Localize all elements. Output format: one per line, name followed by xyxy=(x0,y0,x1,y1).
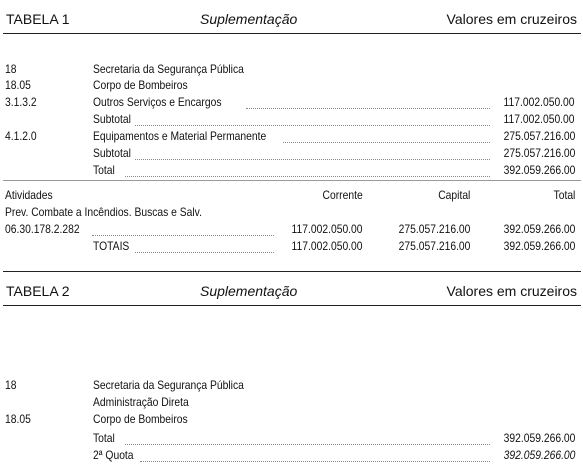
table1-label: TABELA 1 xyxy=(6,11,70,27)
activity-description: Prev. Combate a Incêndios. Buscas e Salv. xyxy=(5,205,202,219)
dot-leader xyxy=(125,443,490,445)
activity-current: 117.002.050.00 xyxy=(292,222,363,236)
col-current-header: Corrente xyxy=(322,188,363,202)
dot-leader xyxy=(135,251,274,253)
activity-code: 06.30.178.2.282 xyxy=(5,222,80,236)
dot-leader xyxy=(283,141,490,143)
row-value: 275.057.216.00 xyxy=(503,129,575,143)
table2-subtitle: Suplementação xyxy=(200,283,298,299)
dot-leader xyxy=(140,460,490,462)
row-value: 117.002.050.00 xyxy=(504,112,575,126)
row-desc: Subtotal xyxy=(93,146,131,160)
row-value: 117.002.050.00 xyxy=(504,95,575,109)
row-desc: Subtotal xyxy=(93,112,131,126)
table2-currency: Valores em cruzeiros xyxy=(446,283,577,299)
row-code: 18 xyxy=(5,62,17,76)
totals-current: 117.002.050.00 xyxy=(292,239,363,253)
table2-label: TABELA 2 xyxy=(6,283,70,299)
row-desc: Secretaria da Segurança Pública xyxy=(93,62,244,76)
row-code: 18.05 xyxy=(5,412,31,426)
dot-leader xyxy=(92,234,274,236)
activity-total: 392.059.266.00 xyxy=(503,222,575,236)
row-value: 392.059.266.00 xyxy=(503,163,575,177)
dot-leader xyxy=(135,158,490,160)
row-desc: 2ª Quota xyxy=(93,448,134,462)
dot-leader xyxy=(135,124,490,126)
row-value: 275.057.216.00 xyxy=(503,146,575,160)
row-code: 18.05 xyxy=(5,78,31,92)
totals-label: TOTAIS xyxy=(93,239,130,253)
table1-currency: Valores em cruzeiros xyxy=(446,11,577,27)
row-value: 392.059.266.00 xyxy=(503,448,575,462)
table1-subtitle: Suplementação xyxy=(200,11,298,27)
table2-top-rule xyxy=(3,271,581,272)
row-desc: Outros Serviços e Encargos xyxy=(93,95,222,109)
row-desc: Total xyxy=(93,163,115,177)
table1-activities-rule xyxy=(3,180,581,181)
row-desc: Secretaria da Segurança Pública xyxy=(93,378,244,392)
activities-label: Atividades xyxy=(5,188,53,202)
col-capital-header: Capital xyxy=(437,188,470,202)
row-code: 4.1.2.0 xyxy=(5,129,37,143)
row-desc: Total xyxy=(93,431,115,445)
row-desc: Corpo de Bombeiros xyxy=(93,412,188,426)
activity-capital: 275.057.216.00 xyxy=(398,222,470,236)
row-code: 18 xyxy=(5,378,17,392)
row-desc: Corpo de Bombeiros xyxy=(93,78,188,92)
row-code: 3.1.3.2 xyxy=(5,95,37,109)
row-value: 392.059.266.00 xyxy=(503,431,575,445)
dot-leader xyxy=(125,175,490,177)
table2-header-rule xyxy=(3,305,581,306)
totals-capital: 275.057.216.00 xyxy=(398,239,470,253)
col-total-header: Total xyxy=(553,188,575,202)
table1-header-rule xyxy=(3,33,581,34)
row-desc: Administração Direta xyxy=(93,395,189,409)
dot-leader xyxy=(246,107,490,109)
totals-total: 392.059.266.00 xyxy=(503,239,575,253)
row-desc: Equipamentos e Material Permanente xyxy=(93,129,267,143)
